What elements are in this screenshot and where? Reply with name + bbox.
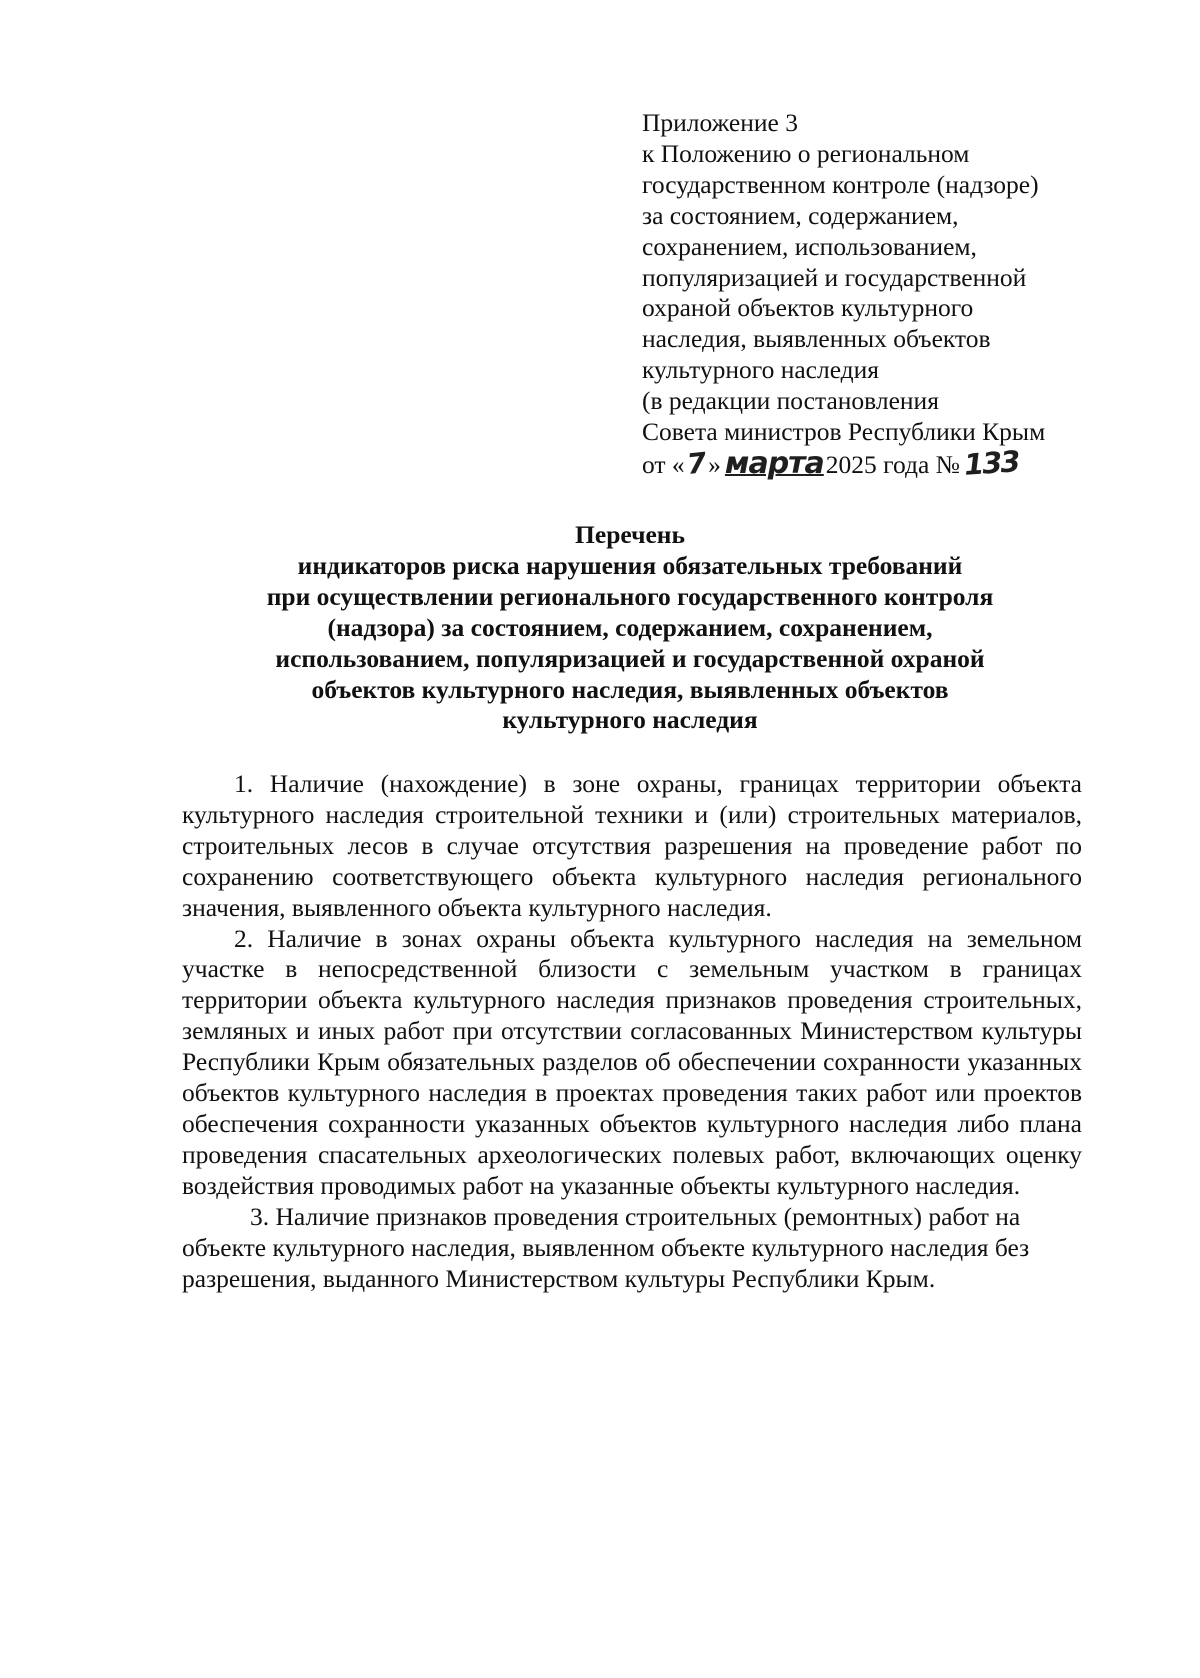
handwritten-day: 7 <box>684 446 708 481</box>
resolution-date-line <box>642 444 1162 482</box>
appendix-line: сохранением, использованием, <box>642 231 977 261</box>
item-paragraph-2: 2. Наличие в зонах охраны объекта культурного наследия на земельном участке в непосредственной близости с земельным участком в границах территории объекта культурного наследия признаков проведения строительных, земляных и иных работ при отсутствии согласованных Министерством культуры Республики Крым обязательных разделов об обеспечении сохранности указанных объектов культурного наследия в проектах проведения таких работ или проектов обеспечения сохранности указанных объектов культурного наследия либо плана проведения спасательных археологических полевых работ, включающих оценку воздействия проводимых работ на указанные объекты культурного наследия. <box>182 923 1082 1200</box>
appendix-line: наследия, выявленных объектов <box>642 324 991 354</box>
document-title <box>180 520 1080 736</box>
appendix-header <box>642 108 1162 481</box>
appendix-line: культурного наследия <box>642 355 880 385</box>
item-paragraph-3: 3. Наличие признаков проведения строительных (ремонтных) работ на объекте культурного наследия, выявленном объекте культурного наследия без разрешения, выданного Министерством культуры Республики Крым. <box>182 1201 1030 1293</box>
title-line: при осуществлении регионального государственного контроля <box>266 581 994 611</box>
appendix-line: Приложение 3 <box>642 108 798 137</box>
appendix-line: к Положению о региональном <box>642 138 970 168</box>
handwritten-number: 133 <box>962 444 1020 482</box>
appendix-line: популяризацией и государственной <box>642 262 1027 292</box>
date-close-quote: » <box>708 449 721 479</box>
appendix-line: государственном контроле (надзоре) <box>642 169 1039 199</box>
appendix-line: за состоянием, содержанием, <box>642 200 959 230</box>
title-line: использованием, популяризацией и государственной охраной <box>275 643 985 673</box>
document-body <box>182 769 1082 1294</box>
title-line: индикаторов риска нарушения обязательных требований <box>297 550 963 580</box>
appendix-line: (в редакции постановления <box>642 386 939 416</box>
appendix-line: Совета министров Республики Крым <box>642 417 1046 447</box>
title-line: (надзора) за состоянием, содержанием, сохранением, <box>327 612 933 642</box>
date-year-label: 2025 года № <box>825 449 961 479</box>
title-line: объектов культурного наследия, выявленных объектов <box>311 674 949 704</box>
title-line: культурного наследия <box>502 705 758 735</box>
handwritten-month: марта <box>724 445 824 481</box>
title-line: Перечень <box>575 520 685 549</box>
appendix-line: охраной объектов культурного <box>642 293 974 323</box>
date-prefix: от « <box>642 449 685 479</box>
item-paragraph-1: 1. Наличие (нахождение) в зоне охраны, границах территории объекта культурного наследия строительной техники и (или) строительных материалов, строительных лесов в случае отсутствия разрешения на проведение работ по сохранению соответствующего объекта культурного наследия регионального значения, выявленного объекта культурного наследия. <box>182 769 1082 922</box>
